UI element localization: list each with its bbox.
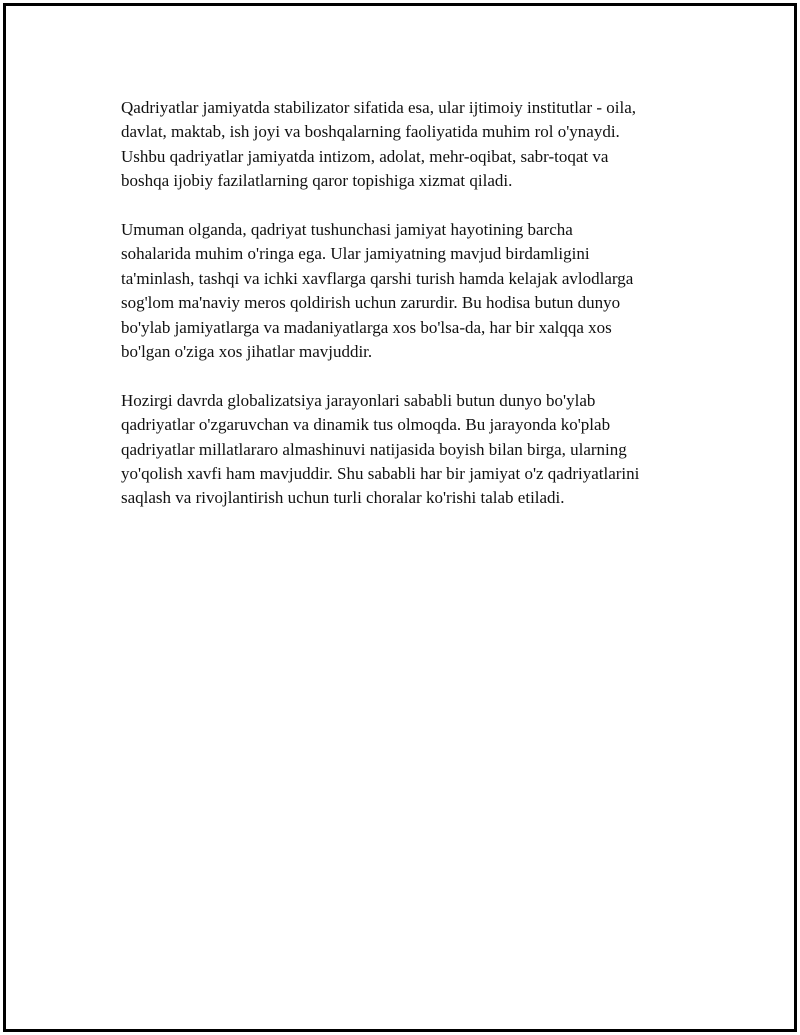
paragraph-line: qadriyatlar millatlararo almashinuvi natijasida boyish bilan birga, ularning <box>121 439 627 459</box>
paragraph-line: Qadriyatlar jamiyatda stabilizator sifatida esa, ular ijtimoiy institutlar - oila, <box>121 98 637 117</box>
paragraph-line: davlat, maktab, ish joyi va boshqalarning faoliyatida muhim rol o'ynaydi. <box>121 122 620 142</box>
paragraph-line: ta'minlash, tashqi va ichki xavflarga qarshi turish hamda kelajak avlodlarga <box>121 268 634 288</box>
paragraph-line: Hozirgi davrda globalizatsiya jarayonlari sababli butun dunyo bo'ylab <box>121 390 596 410</box>
paragraph-line: bo'lgan o'ziga xos jihatlar mavjuddir. <box>121 342 373 362</box>
paragraph-line: bo'ylab jamiyatlarga va madaniyatlarga xos bo'lsa-da, har bir xalqqa xos <box>121 317 612 337</box>
paragraph-3 <box>121 389 691 511</box>
document-body <box>121 96 691 535</box>
paragraph-line: Ushbu qadriyatlar jamiyatda intizom, adolat, mehr-oqibat, sabr-toqat va <box>121 146 609 166</box>
paragraph-line: yo'qolish xavfi ham mavjuddir. Shu sababli har bir jamiyat o'z qadriyatlarini <box>121 464 640 484</box>
paragraph-line: qadriyatlar o'zgaruvchan va dinamik tus olmoqda. Bu jarayonda ko'plab <box>121 415 611 435</box>
paragraph-line: Umuman olganda, qadriyat tushunchasi jamiyat hayotining barcha <box>121 220 573 240</box>
paragraph-line: sog'lom ma'naviy meros qoldirish uchun zarurdir. Bu hodisa butun dunyo <box>121 293 621 313</box>
paragraph-1 <box>121 96 691 194</box>
paragraph-2 <box>121 218 691 364</box>
paragraph-line: saqlash va rivojlantirish uchun turli choralar ko'rishi talab etiladi. <box>121 488 565 508</box>
paragraph-line: boshqa ijobiy fazilatlarning qaror topishiga xizmat qiladi. <box>121 171 513 191</box>
paragraph-line: sohalarida muhim o'ringa ega. Ular jamiyatning mavjud birdamligini <box>121 244 590 264</box>
page-frame <box>3 3 797 1032</box>
